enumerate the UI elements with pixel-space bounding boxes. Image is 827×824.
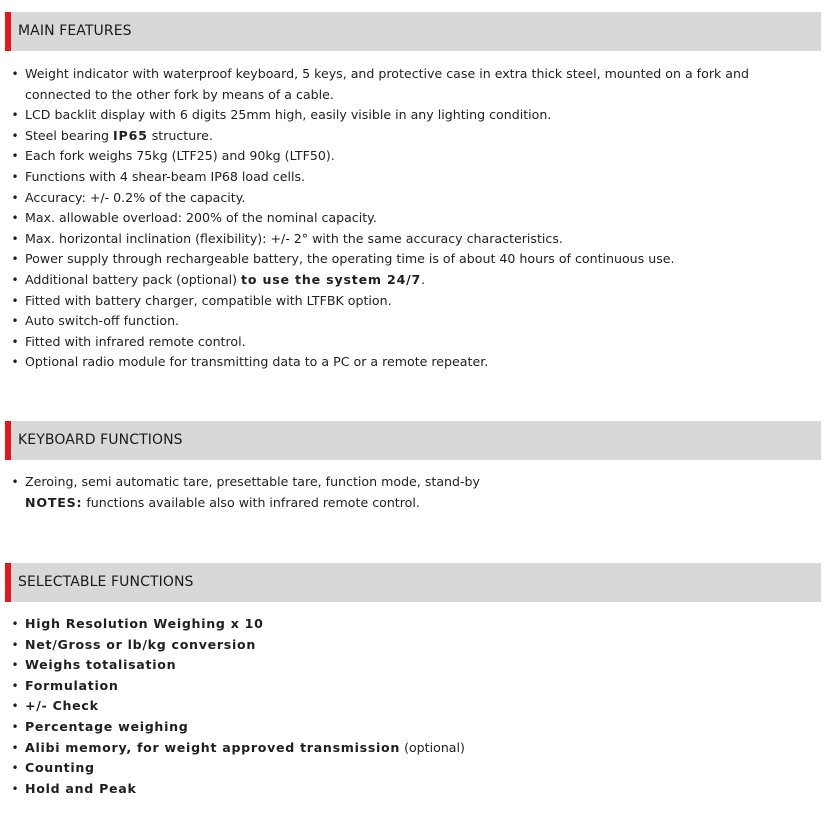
section-title: MAIN FEATURES xyxy=(18,23,132,39)
list-item: • Accuracy: +/- 0.2% of the capacity. xyxy=(10,188,810,209)
list-item: • Optional radio module for transmitting data to a PC or a remote repeater. xyxy=(10,352,810,373)
list-item: • Weighs totalisation xyxy=(10,655,810,676)
accent-bar xyxy=(5,421,11,460)
keyboard-functions-list xyxy=(10,472,810,493)
list-item: • Fitted with infrared remote control. xyxy=(10,332,810,353)
bullet: • xyxy=(11,272,19,287)
list-item: • Auto switch-off function. xyxy=(10,311,810,332)
bullet: • xyxy=(11,190,19,205)
list-item: • Max. allowable overload: 200% of the nominal capacity. xyxy=(10,208,810,229)
bullet: • xyxy=(11,252,19,267)
list-item: • Additional battery pack (optional) to use the system 24/7. xyxy=(10,270,810,291)
bullet: • xyxy=(11,761,19,776)
bullet: • xyxy=(11,231,19,246)
list-item: • Hold and Peak xyxy=(10,779,810,800)
bullet: • xyxy=(11,149,19,164)
accent-bar xyxy=(5,12,11,51)
list-item: • LCD backlit display with 6 digits 25mm high, easily visible in any lighting condition. xyxy=(10,105,810,126)
list-item: • Max. horizontal inclination (flexibility): +/- 2° with the same accuracy characteristics. xyxy=(10,229,810,250)
bullet: • xyxy=(11,781,19,796)
list-item: • Alibi memory, for weight approved transmission (optional) xyxy=(10,738,810,759)
bullet: • xyxy=(11,475,19,489)
list-item: • Weight indicator with waterproof keyboard, 5 keys, and protective case in extra thick steel, mounted on a fork and connected to the other fork by means of a cable. xyxy=(11,66,749,102)
bullet: • xyxy=(11,128,19,143)
bullet: • xyxy=(11,334,19,349)
list-item: • Formulation xyxy=(10,676,810,697)
bullet: • xyxy=(11,211,19,226)
main-features-list xyxy=(10,64,810,373)
keyboard-functions-header xyxy=(5,421,821,460)
list-item: • Each fork weighs 75kg (LTF25) and 90kg (LTF50). xyxy=(10,146,810,167)
bullet: • xyxy=(11,678,19,693)
list-item: • Steel bearing IP65 structure. xyxy=(10,126,810,147)
bullet: • xyxy=(11,108,19,123)
bullet: • xyxy=(11,617,19,631)
selectable-functions-list xyxy=(10,614,810,799)
list-item: • Power supply through rechargeable battery, the operating time is of about 40 hours of continuous use. xyxy=(10,249,810,270)
keyboard-notes xyxy=(10,493,420,514)
bullet: • xyxy=(11,314,19,329)
section-title: KEYBOARD FUNCTIONS xyxy=(18,432,183,448)
bullet: • xyxy=(11,355,19,370)
notes-text: functions available also with infrared remote control. xyxy=(82,495,420,510)
bullet: • xyxy=(11,637,19,652)
bullet: • xyxy=(11,169,19,184)
notes-label: NOTES: xyxy=(25,495,83,510)
list-item: • +/- Check xyxy=(10,696,810,717)
list-item: • Zeroing, semi automatic tare, presettable tare, function mode, stand-by xyxy=(10,472,810,493)
list-item: • Functions with 4 shear-beam IP68 load cells. xyxy=(10,167,810,188)
bullet: • xyxy=(11,719,19,734)
bullet: • xyxy=(11,699,19,714)
bullet: • xyxy=(11,740,19,755)
list-item: • Percentage weighing xyxy=(10,717,810,738)
bullet: • xyxy=(11,293,19,308)
list-item: • High Resolution Weighing x 10 xyxy=(10,614,810,635)
bullet: • xyxy=(11,658,19,673)
selectable-functions-header xyxy=(5,563,821,602)
list-item: • Net/Gross or lb/kg conversion xyxy=(10,635,810,656)
main-features-header xyxy=(5,12,821,51)
list-item: • Fitted with battery charger, compatible with LTFBK option. xyxy=(10,291,810,312)
list-item: • Counting xyxy=(10,758,810,779)
accent-bar xyxy=(5,563,11,602)
bullet: • xyxy=(11,67,19,81)
section-title: SELECTABLE FUNCTIONS xyxy=(18,574,194,590)
